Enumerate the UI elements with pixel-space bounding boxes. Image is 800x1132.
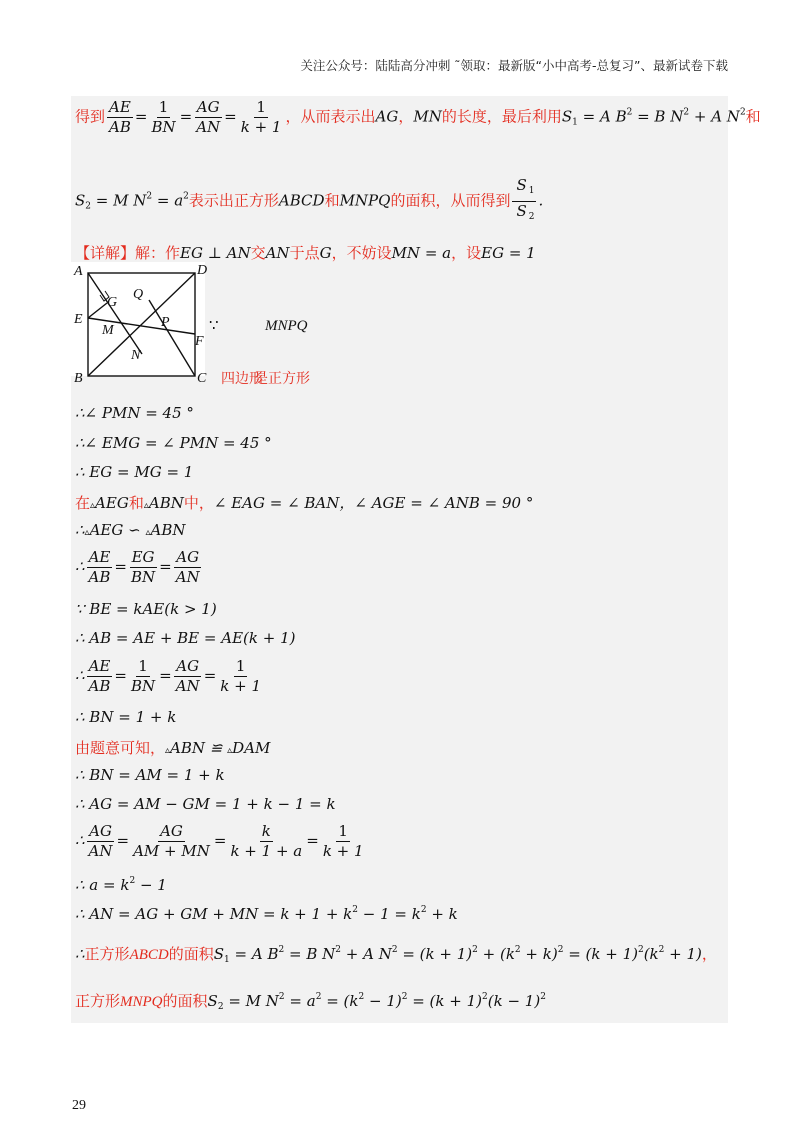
step-text: ， [701,945,717,963]
detail-tag: 【详解】 [75,244,136,262]
fraction: $\frac{k}{k + 1 + a}$ [230,822,303,860]
math-var: MN [413,107,442,126]
step-2: ∴∠ EMG = ∠ PMN = 45 ° [75,434,272,452]
comma: ， [398,107,414,126]
label-Q: Q [133,287,144,302]
step-1: ∴∠ PMN = 45 ° [75,404,194,422]
step-14: ∴ $\frac{AG}{AN}$ = $\frac{AG}{AM + MN}$ = $\frac{k}{k + 1 + a}$ = $\frac{1}{k + 1}$ [75,822,364,860]
page-header: 关注公众号：陆陆高分冲刺 ˜领取：最新版“小中高考-总复习”、最新试卷下载 [300,58,728,73]
detail-text: 解：作 [135,244,181,262]
math-var: MNPQ [339,191,391,210]
page-number: 29 [72,1098,86,1113]
label-A: A [74,264,83,279]
hint-text: 和 [324,191,340,210]
step-12: ∴ BN = AM = 1 + k [75,766,225,784]
fraction: $\frac{1}{BN}$ [130,657,156,695]
fraction: $\frac{S _1}{S _2}$ [512,176,536,227]
math-expr: = a [152,191,184,210]
step-text: 在 [75,494,91,512]
square-diagram [71,262,311,398]
quad-label: 四边形 [221,371,263,387]
label-F: F [195,334,204,349]
math-var: AG [375,107,399,126]
math-expr: EG ⊥ AN [180,244,251,262]
math-var: ABCD [129,947,169,963]
therefore: ∴ [75,666,85,685]
math-var: ABCD [278,191,325,210]
because-symbol: ∵ [209,316,219,334]
math-expr: ∠ EAG = ∠ BAN，∠ AGE = ∠ ANB = 90 ° [213,494,534,512]
hint-text: ，从而表示出 [285,107,376,126]
math-var: AN [265,244,290,262]
math-var: S [561,107,573,126]
step-16: ∴ AN = AG + GM + MN = $k + 1 + k^2 - 1 = k^2 + k$ [75,905,458,923]
math-var: MNPQ [120,994,163,1010]
math-var: ABN [148,494,184,512]
step-5: ∴▵AEG ∽ ▵ABN [75,521,186,539]
mnpq-label: MNPQ [265,318,308,334]
math-var: S [75,191,86,210]
detail-line [75,242,536,263]
math-expr: ABN ≌ [170,739,228,757]
detail-text: ，设 [451,244,482,262]
step-9: ∴ $\frac{AE}{AB}$ = $\frac{1}{BN}$ = $\frac{AG}{AN}$ = $\frac{1}{k + 1}$ [75,657,262,695]
fraction: $\frac{1}{k + 1}$ [322,822,364,860]
step-text: 的面积 [168,945,214,963]
step-4: 在▵AEG和▵ABN中，∠ EAG = ∠ BAN，∠ AGE = ∠ ANB = 90 ° [75,494,534,512]
detail-text: ，不妨设 [331,244,392,262]
solution-block [71,96,761,1023]
label-C: C [197,371,207,386]
hint-text: 表示出正方形 [188,191,279,210]
detail-text: 交 [250,244,266,262]
math-expr: AEG ∽ [89,521,146,539]
step-text: 由题意可知， [75,739,166,757]
fraction: $\frac{AG}{AN}$ [175,657,200,695]
square-label: 是正方形 [254,371,310,387]
step-17: ∴正方形ABCD的面积$S_1 = A$ $B^2 = B$ $N^2 + A$ $N^2 = (k + 1)^2 + (k^2 + k)^2 = (k + 1)^2(k^2 + 1)$， [75,945,717,965]
fraction: $\frac{AE}{AB}$ [109,98,131,136]
therefore: ∴ [75,521,85,539]
hint-text: 和 [745,107,761,126]
math-expr: EG = 1 [481,244,536,262]
step-3: ∴ EG = MG = 1 [75,463,194,481]
label-G: G [107,295,118,310]
step-text: 正方形 [75,992,121,1010]
fraction: $\frac{AG}{AN}$ [88,822,113,860]
fraction: $\frac{AG}{AM + MN}$ [133,822,210,860]
fraction: $\frac{AG}{AN}$ [196,98,221,136]
step-18: 正方形MNPQ的面积$S_2 = M$ $N^2 = a^2 = (k^2 - 1)^2 = (k + 1)^2(k - 1)^2$ [75,992,546,1012]
label-B: B [74,371,83,386]
fraction: $\frac{1}{k + 1}$ [220,657,262,695]
math-expr: = B N [632,107,684,126]
step-text: 正方形 [84,945,130,963]
label-N: N [131,348,141,363]
math-var: DAM [232,739,271,757]
hint-line-2: $S_2 = M$ $N^2 = a^2$表示出正方形ABCD和MNPQ的面积，从而得到 $\frac{S _1}{S _2}$ . [75,176,543,227]
fraction: $\frac{AE}{AB}$ [88,657,111,695]
math-expr: = M N [91,191,147,210]
therefore: ∴ [75,831,85,850]
label-P: P [161,315,170,330]
geometry-figure [71,262,311,402]
math-var: G [319,244,332,262]
hint-text: 的面积，从而得到 [390,191,511,210]
detail-text: 于点 [289,244,320,262]
therefore: ∴ [75,945,85,963]
therefore: ∴ [75,557,85,576]
fraction: $\frac{1}{BN}$ [151,98,176,136]
math-var: ABN [150,521,186,539]
step-10: ∴ BN = 1 + k [75,708,177,726]
hint-line-1: 得到 $\frac{AE}{AB}$ = $\frac{1}{BN}$ = $\frac{AG}{AN}$ = $\frac{1}{k + 1}$ ，从而表示出AG，MN的长度，最后利用$S_1 = A$ $B^2 = B$ $N^2 + A$ $N^2$和 [75,98,761,136]
step-text: 和 [128,494,144,512]
step-text: 中， [183,494,214,512]
hint-prefix: 得到 [75,107,106,126]
step-11: 由题意可知，▵ABN ≌ ▵DAM [75,739,271,757]
label-D: D [197,263,208,278]
step-6: ∴ $\frac{AE}{AB}$ = $\frac{EG}{BN}$ = $\frac{AG}{AN}$ [75,548,200,586]
period: . [538,191,544,210]
hint-text: 的长度，最后利用 [441,107,562,126]
math-expr: + A N [689,107,740,126]
step-15: ∴ $a = k^2 - 1$ [75,876,167,894]
math-expr: MN = a [391,244,452,262]
label-M: M [102,323,114,338]
fraction: $\frac{AG}{AN}$ [175,548,200,586]
fraction: $\frac{AE}{AB}$ [88,548,111,586]
step-8: ∴ AB = AE + BE = AE(k + 1) [75,629,296,647]
label-E: E [74,312,83,327]
step-text: 的面积 [162,992,208,1010]
math-expr: = A B [577,107,627,126]
step-7: ∵ BE = kAE(k > 1) [75,600,217,618]
fraction: $\frac{EG}{BN}$ [130,548,156,586]
step-13: ∴ AG = AM − GM = 1 + k − 1 = k [75,795,336,813]
math-var: AEG [95,494,129,512]
fraction: $\frac{1}{k + 1}$ [240,98,282,136]
